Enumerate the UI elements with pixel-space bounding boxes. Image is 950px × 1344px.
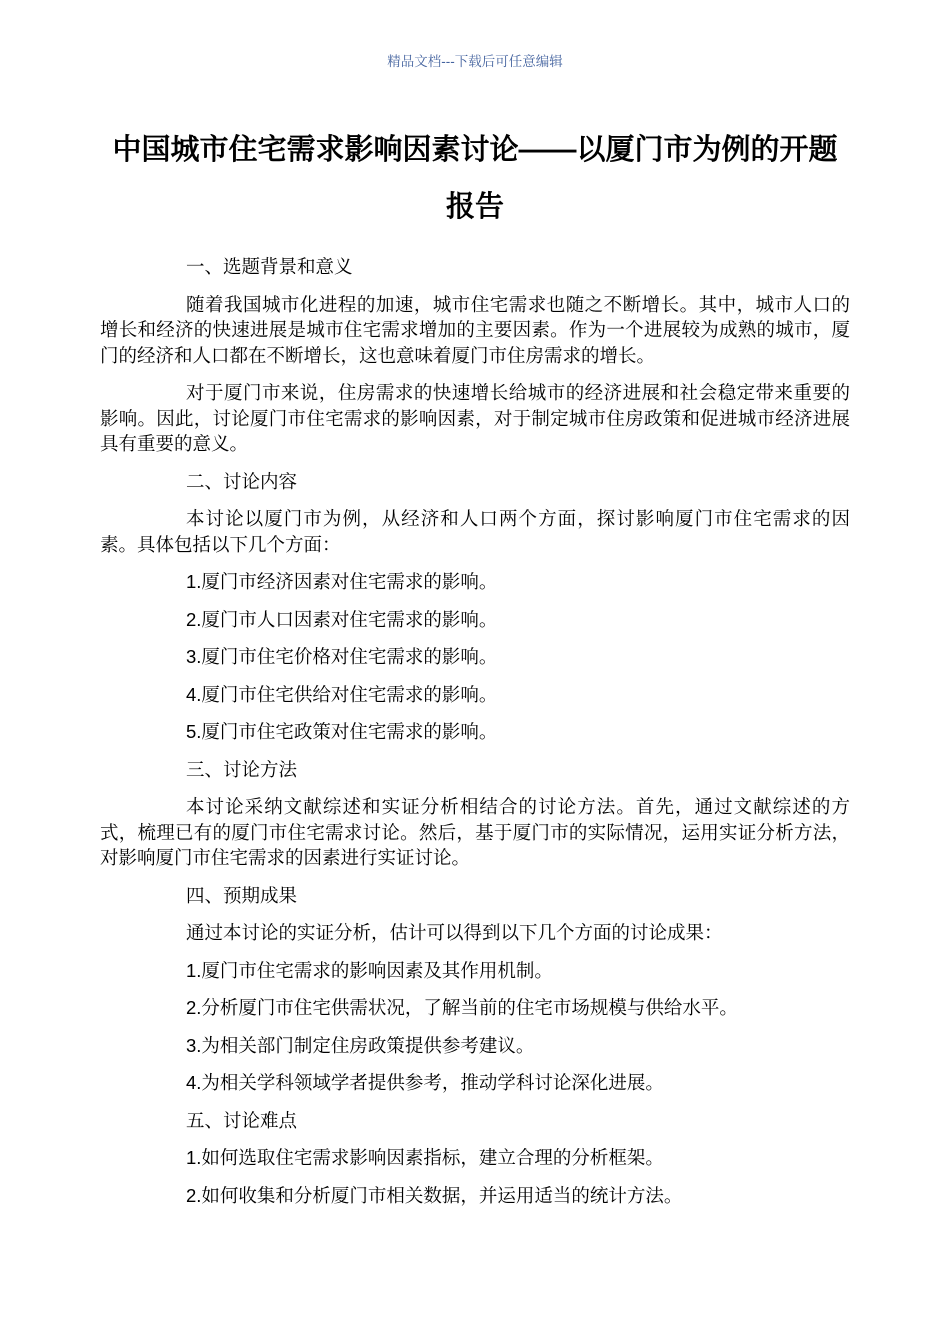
numbered-item: 3.厦门市住宅价格对住宅需求的影响。 bbox=[186, 646, 498, 667]
numbered-item: 1.厦门市经济因素对住宅需求的影响。 bbox=[186, 571, 498, 592]
doc-title-line-1: 中国城市住宅需求影响因素讨论——以厦门市为例的开题 bbox=[112, 134, 838, 166]
section-heading: 二、讨论内容 bbox=[186, 470, 298, 492]
doc-title bbox=[100, 122, 850, 236]
numbered-item: 5.厦门市住宅政策对住宅需求的影响。 bbox=[186, 721, 498, 742]
paragraph: 本讨论采纳文献综述和实证分析相结合的讨论方法。首先，通过文献综述的方式，梳理已有的厦门市住宅需求讨论。然后，基于厦门市的实际情况，运用实证分析方法，对影响厦门市住宅需求的因素进行实证讨论。 bbox=[100, 796, 850, 868]
section-heading: 三、讨论方法 bbox=[186, 758, 298, 780]
numbered-item: 4.厦门市住宅供给对住宅需求的影响。 bbox=[186, 683, 498, 705]
numbered-item: 3.为相关部门制定住房政策提供参考建议。 bbox=[186, 1034, 535, 1056]
numbered-item: 4.为相关学科领域学者提供参考，推动学科讨论深化进展。 bbox=[186, 1072, 664, 1093]
numbered-item: 2.如何收集和分析厦门市相关数据，并运用适当的统计方法。 bbox=[186, 1184, 683, 1206]
paragraph: 本讨论以厦门市为例，从经济和人口两个方面，探讨影响厦门市住宅需求的因素。具体包括以下几个方面： bbox=[100, 508, 850, 555]
document-content bbox=[100, 254, 850, 1208]
numbered-item: 1.厦门市住宅需求的影响因素及其作用机制。 bbox=[186, 959, 553, 981]
paragraph: 对于厦门市来说，住房需求的快速增长给城市的经济进展和社会稳定带来重要的影响。因此，讨论厦门市住宅需求的影响因素，对于制定城市住房政策和促进城市经济进展具有重要的意义。 bbox=[100, 382, 850, 454]
paragraph: 通过本讨论的实证分析，估计可以得到以下几个方面的讨论成果： bbox=[186, 922, 723, 943]
section-heading: 一、选题背景和意义 bbox=[186, 256, 353, 277]
numbered-item: 2.分析厦门市住宅供需状况，了解当前的住宅市场规模与供给水平。 bbox=[186, 997, 738, 1018]
paragraph: 随着我国城市化进程的加速，城市住宅需求也随之不断增长。其中，城市人口的增长和经济的快速进展是城市住宅需求增加的主要因素。作为一个进展较为成熟的城市，厦门的经济和人口都在不断增长，这也意味着厦门市住房需求的增长。 bbox=[100, 293, 850, 366]
numbered-item: 2.厦门市人口因素对住宅需求的影响。 bbox=[186, 608, 498, 630]
doc-title-line-2: 报告 bbox=[445, 191, 504, 223]
section-heading: 四、预期成果 bbox=[186, 884, 298, 906]
numbered-item: 1.如何选取住宅需求影响因素指标，建立合理的分析框架。 bbox=[186, 1147, 664, 1168]
section-heading: 五、讨论难点 bbox=[186, 1109, 298, 1131]
doc-watermark-header: 精品文档---下载后可任意编辑 bbox=[387, 54, 563, 69]
